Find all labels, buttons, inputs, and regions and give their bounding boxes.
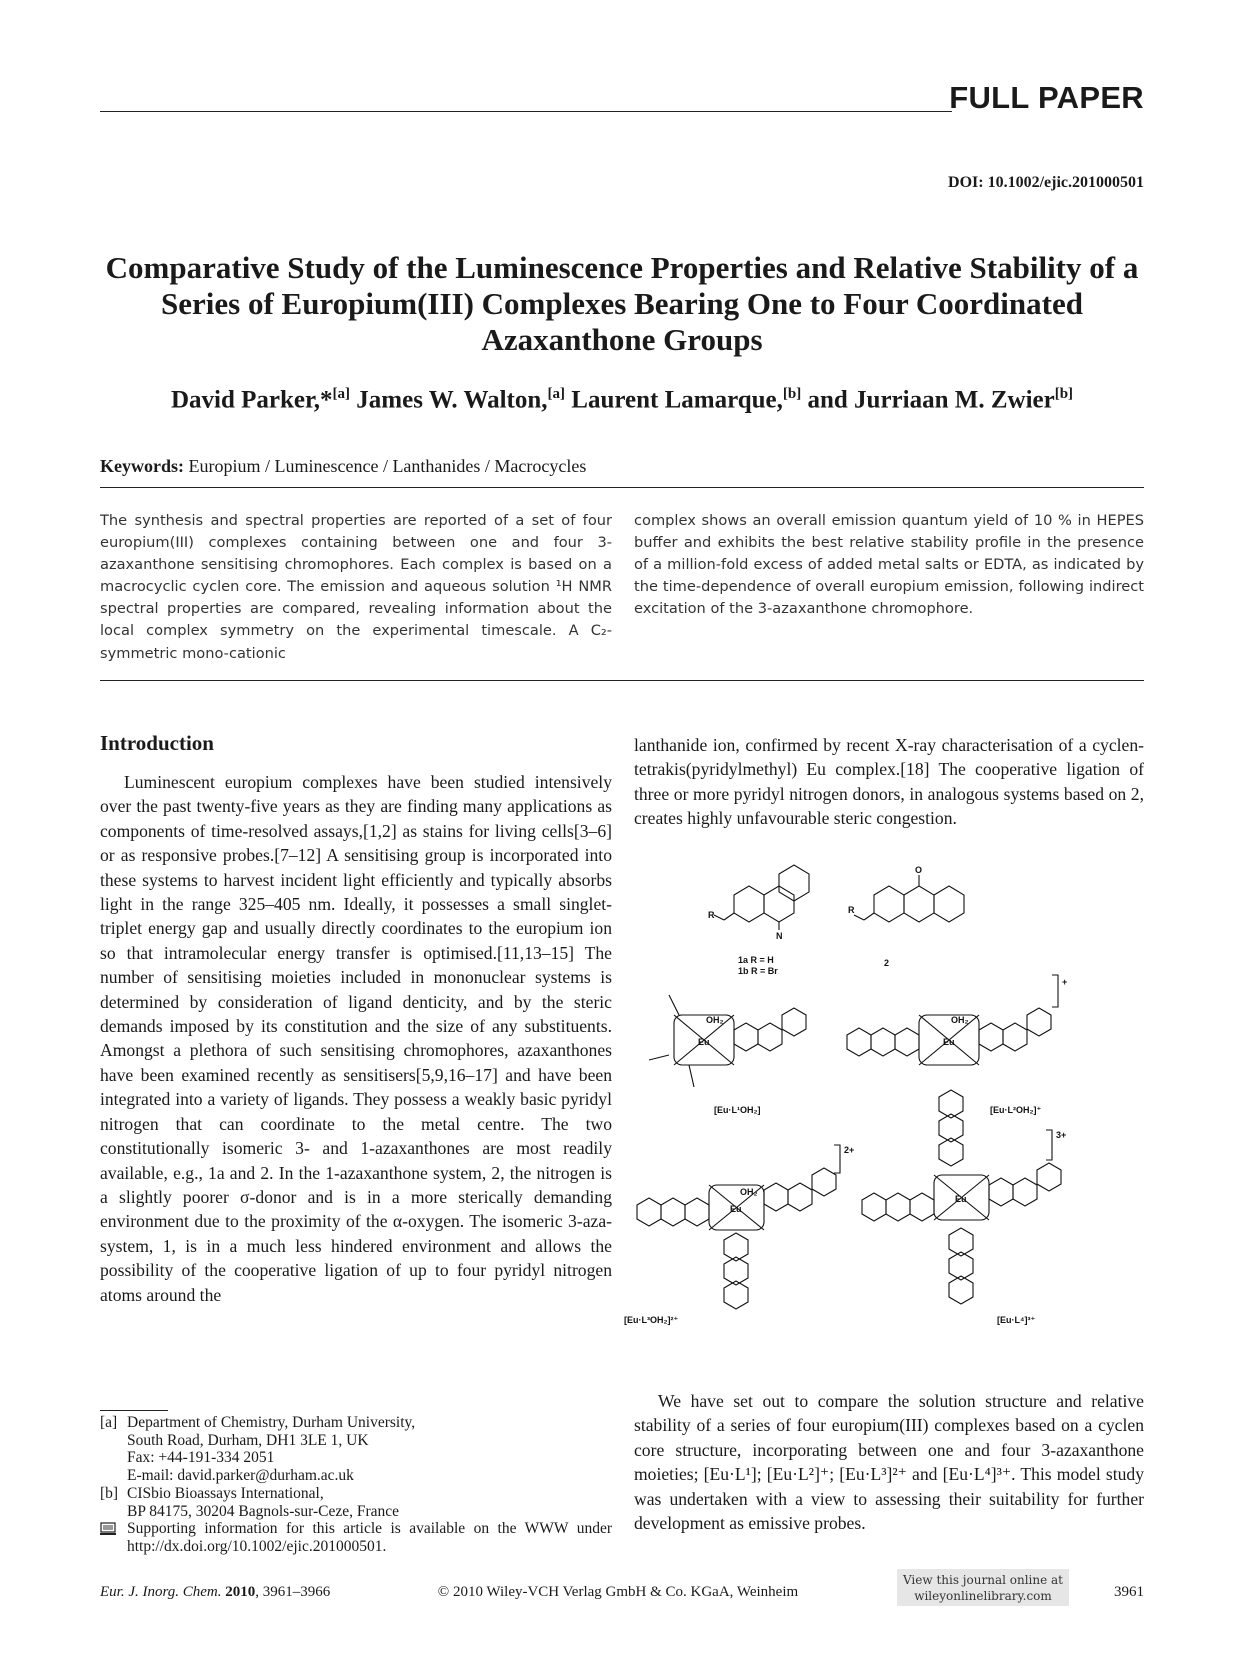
footnote-affiliation-a — [100, 1414, 612, 1485]
eu-label: Eu — [955, 1194, 967, 1204]
compound-2-label: 2 — [884, 958, 890, 968]
keywords — [100, 456, 586, 477]
eu-label: Eu — [943, 1037, 955, 1047]
footnote-line: South Road, Durham, DH1 3LE 1, UK — [127, 1431, 369, 1449]
complex-1-label: [Eu·L¹OH₂] — [714, 1105, 761, 1115]
journal-year: 2010 — [225, 1584, 256, 1600]
eu-label: Eu — [730, 1204, 742, 1214]
footnote-key: [b] — [100, 1484, 119, 1502]
compound-1b-label: 1b R = Br — [738, 966, 778, 976]
structures-svg — [624, 855, 1144, 1375]
footnote-line: Department of Chemistry, Durham University, — [127, 1414, 416, 1431]
author-name: James W. Walton, — [350, 386, 548, 414]
footnote-line: BP 84175, 30204 Bagnols-sur-Ceze, France — [127, 1502, 400, 1520]
water-label: OH₂ — [951, 1015, 969, 1025]
page-number: 3961 — [1114, 1584, 1144, 1600]
doi[interactable]: DOI: 10.1002/ejic.201000501 — [948, 174, 1144, 191]
computer-icon — [100, 1520, 127, 1555]
complex-1-structure — [649, 995, 806, 1087]
keywords-label: Keywords: — [100, 456, 184, 476]
footnote-key: [a] — [100, 1414, 118, 1431]
journal-pages: , 3961–3966 — [255, 1584, 331, 1600]
complex-3-label: [Eu·L³OH₂]²⁺ — [624, 1315, 679, 1325]
abstract-right: complex shows an overall emission quantum yield of 10 % in HEPES buffer and exhibits the best relative stability profile in the presence of a million-fold excess of added metal salts or EDTA, as indicated by the time-dependence of overall europium emission, following indirect excitation of the 3-azaxanthone chromophore. — [634, 512, 1144, 618]
r-group-label: R — [708, 910, 715, 920]
header-rule — [100, 111, 952, 112]
footnotes — [100, 1414, 612, 1556]
author-name: David Parker,* — [170, 386, 333, 414]
author-affiliation: [a] — [332, 386, 351, 402]
water-label: OH₂ — [740, 1187, 758, 1197]
author-name: and Jurriaan M. Zwier — [801, 386, 1055, 414]
keywords-rule — [100, 487, 1144, 488]
author-affiliation: [a] — [547, 386, 566, 402]
r-group-label: R — [848, 905, 855, 915]
water-label: OH₂ — [706, 1015, 724, 1025]
author-affiliation: [b] — [1054, 386, 1074, 402]
intro-paragraph-continued: lanthanide ion, confirmed by recent X-ray characterisation of a cyclen-tetrakis(pyridylmethyl) Eu complex.[18] The cooperative ligation of three or more pyridyl nitrogen donors, in analogous systems based on 2, creates highly unfavourable steric congestion. — [634, 735, 1144, 829]
footnote-email[interactable]: E-mail: david.parker@durham.ac.uk — [127, 1467, 354, 1485]
copyright: © 2010 Wiley-VCH Verlag GmbH & Co. KGaA, Weinheim — [437, 1584, 799, 1600]
author-affiliation: [b] — [782, 386, 802, 402]
intro-paragraph-closing: We have set out to compare the solution structure and relative stability of a series of four europium(III) complexes based on a cyclen core structure, incorporating between one and four 3-azaxanthone moieties; [Eu·L¹]; [Eu·L²]⁺; [Eu·L³]²⁺ and [Eu·L⁴]³⁺. This model study was undertaken with a view to assessing their suitability for further development as emissive probes. — [634, 1391, 1144, 1534]
footnote-supporting-info — [100, 1520, 612, 1555]
author-name: Laurent Lamarque, — [565, 386, 783, 414]
oxygen-label: O — [915, 865, 923, 875]
complex-4-label: [Eu·L⁴]³⁺ — [997, 1315, 1036, 1325]
section-label: FULL PAPER — [949, 80, 1144, 115]
eu-label: Eu — [698, 1037, 710, 1047]
footnote-affiliation-b — [100, 1485, 612, 1520]
journal-box-line: wileyonlinelibrary.com — [914, 1589, 1052, 1603]
abstract-rule — [100, 680, 1144, 681]
section-heading: Introduction — [100, 731, 214, 755]
supporting-info-link[interactable]: Supporting information for this article is available on the WWW under http://dx.doi.org/10.1002/ejic.201000501. — [127, 1520, 612, 1555]
keywords-list: Europium / Luminescence / Lanthanides / Macrocycles — [188, 456, 587, 476]
charge-label: 3+ — [1056, 1130, 1067, 1140]
charge-label: 2+ — [844, 1145, 855, 1155]
complex-2-label: [Eu·L²OH₂]⁺ — [990, 1105, 1042, 1115]
compound-2-structure — [854, 875, 964, 922]
intro-paragraph: Luminescent europium complexes have been studied intensively over the past twenty-five years as they are finding many applications as components of time-resolved assays,[1,2] as stains for living cells[3–6] or as responsive probes.[7–12] A sensitising group is incorporated into these systems to harvest incident light efficiently and typically absorbs light in the range 325–405 nm. Ideally, it possesses a small singlet-triplet energy gap and usually directly coordinates to the europium ion so that intramolecular energy transfer is optimised.[11,13–15] The number of sensitising moieties included in mononuclear systems is determined by consideration of ligand denticity, and by the steric demands imposed by its constitution and the size of any substituents. Amongst a plethora of such sensitising chromophores, azaxanthones have been examined recently as sensitisers[5,9,16–17] and have been integrated into a variety of ligands. They possess a weakly basic pyridyl nitrogen that can coordinate to the metal centre. The two constitutionally isomeric 3- and 1-azaxanthones are most readily available, e.g., 1a and 2. In the 1-azaxanthone system, 2, the nitrogen is a slightly poorer σ-donor and is in a more sterically demanding environment due to the proximity of the α-oxygen. The isomeric 3-aza-system, 1, is in a much less hindered environment and allows the possibility of the cooperative ligation of up to four pyridyl nitrogen atoms around the — [100, 772, 612, 1305]
footnote-line: Fax: +44-191-334 2051 — [127, 1449, 275, 1467]
nitrogen-label: N — [776, 931, 783, 941]
abstract-left: The synthesis and spectral properties are reported of a set of four europium(III) complexes containing between one and four 3-azaxanthone sensitising chromophores. Each complex is based on a macrocyclic cyclen core. The emission and aqueous solution ¹H NMR spectral properties are compared, revealing information about the local complex symmetry on the experimental timescale. A C₂-symmetric mono-cationic — [100, 512, 612, 662]
footnote-rule — [100, 1410, 168, 1411]
compound-1a-label: 1a R = H — [738, 955, 774, 965]
complex-3-structure — [637, 1145, 840, 1309]
page-title: Comparative Study of the Luminescence Properties and Relative Stability of a Series of Europium(III) Complexes Bearing One to Four Coordinated Azaxanthone Groups — [105, 250, 1139, 357]
chemical-structures-figure — [624, 855, 1144, 1375]
charge-label: + — [1062, 977, 1068, 987]
author-list — [100, 386, 1144, 414]
journal-name: Eur. J. Inorg. Chem. — [100, 1584, 222, 1600]
compound-1a-structure — [714, 865, 809, 930]
footnote-line: CISbio Bioassays International, — [127, 1484, 324, 1502]
journal-box-line: View this journal online at — [902, 1573, 1064, 1587]
